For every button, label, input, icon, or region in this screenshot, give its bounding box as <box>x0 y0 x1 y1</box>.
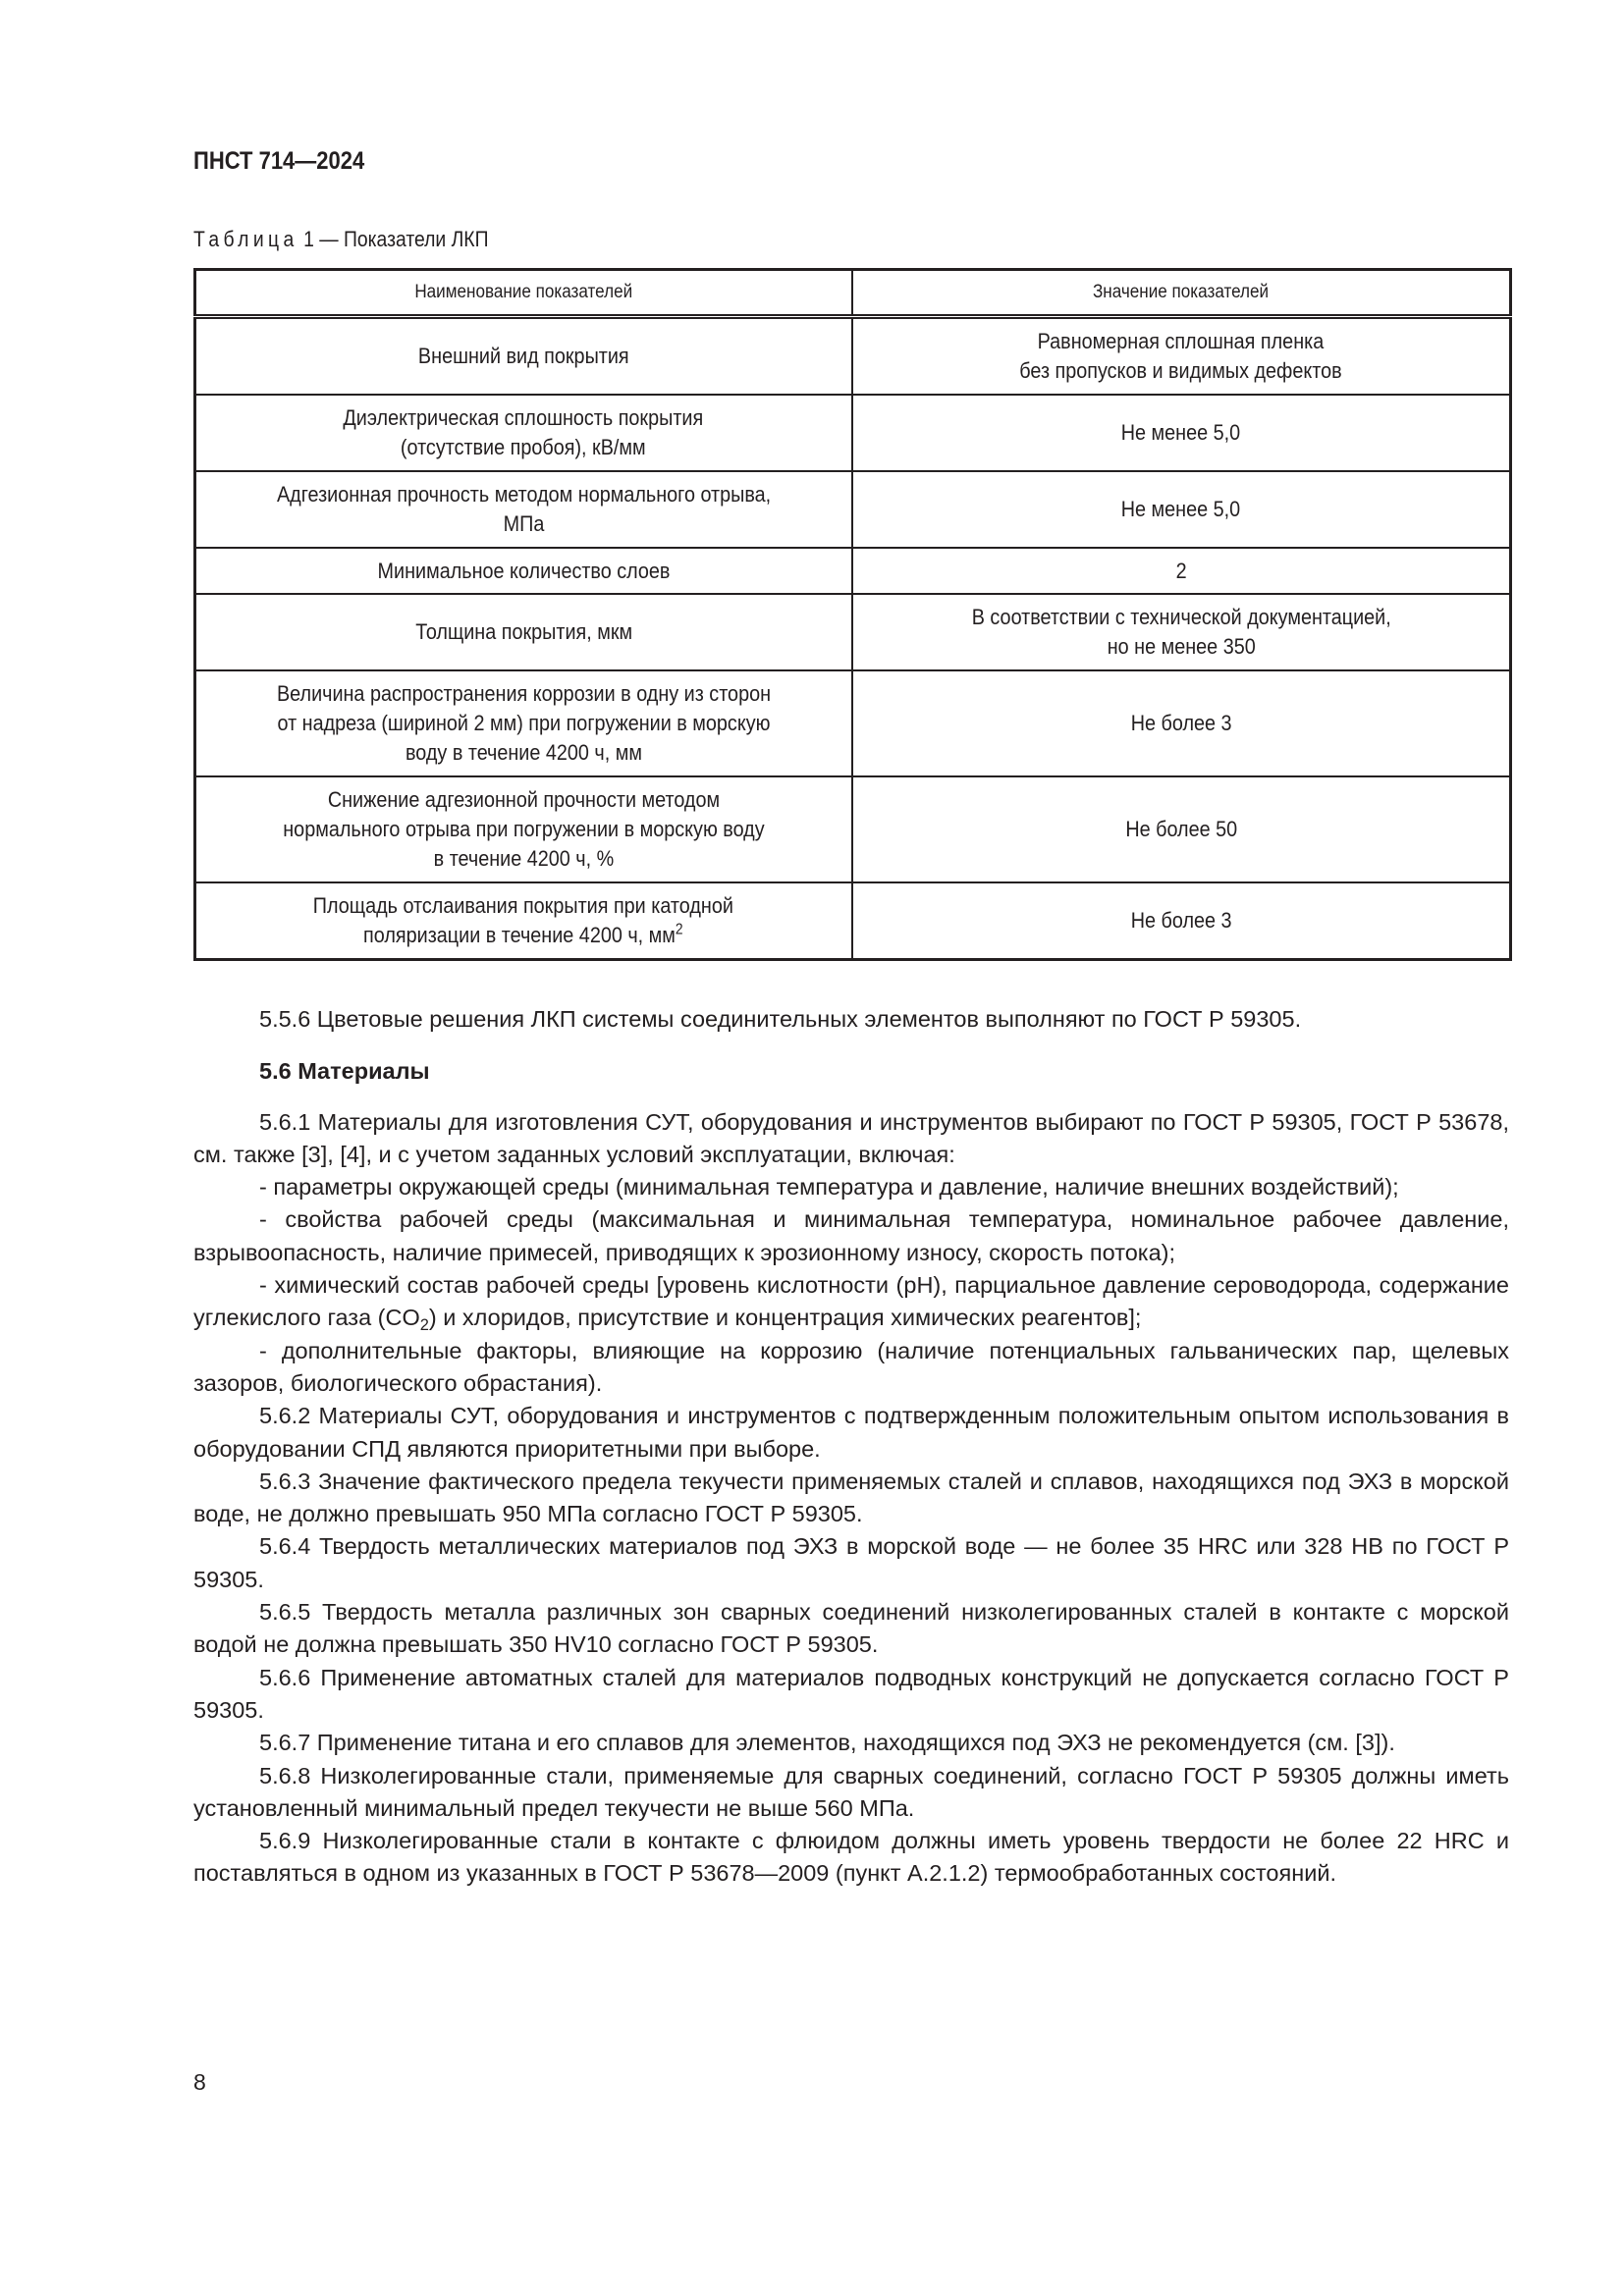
indicator-value: Не менее 5,0 <box>852 471 1511 548</box>
list-item: - параметры окружающей среды (минимальная температура и давление, наличие внешних воздействий); <box>259 1174 1399 1201</box>
table-caption <box>193 227 488 252</box>
indicator-value: Не менее 5,0 <box>852 395 1511 471</box>
table-row <box>195 471 1511 548</box>
column-header-value: Значение показателей <box>852 270 1511 317</box>
table-row <box>195 548 1511 594</box>
indicator-value: 2 <box>852 548 1511 594</box>
indicator-value: Не более 3 <box>852 670 1511 776</box>
section-heading-5-6: 5.6 Материалы <box>259 1058 430 1085</box>
table-caption-title: 1 — Показатели ЛКП <box>298 227 489 251</box>
table-row <box>195 317 1511 396</box>
indicator-value: Не более 3 <box>852 882 1511 960</box>
indicator-value: В соответствии с технической документацией, но не менее 350 <box>852 594 1511 670</box>
paragraph-5-6-5: 5.6.5 Твердость металла различных зон сварных соединений низколегированных сталей в контакте с морской водой не должна превышать 350 HV10 согласно ГОСТ Р 59305. <box>193 1599 1509 1658</box>
table-caption-label: Таблица <box>193 227 298 251</box>
indicator-value: Не более 50 <box>852 776 1511 882</box>
indicator-name: Величина распространения коррозии в одну из сторон от надреза (шириной 2 мм) при погружении в морскую воду в течение 4200 ч, мм <box>195 670 852 776</box>
indicator-name: Внешний вид покрытия <box>195 317 852 396</box>
indicator-name: Площадь отслаивания покрытия при катодной поляризации в течение 4200 ч, $мм^2$ <box>195 882 852 960</box>
indicator-name: Адгезионная прочность методом нормального отрыва, МПа <box>195 471 852 548</box>
indicator-name: Толщина покрытия, мкм <box>195 594 852 670</box>
document-code: ПНСТ 714—2024 <box>193 147 365 175</box>
paragraph-5-6-6: 5.6.6 Применение автоматных сталей для материалов подводных конструкций не допускается согласно ГОСТ Р 59305. <box>193 1664 1509 1723</box>
paragraph-5-6-3: 5.6.3 Значение фактического предела текучести применяемых сталей и сплавов, находящихся под ЭХЗ в морской воде, не должно превышать 950 МПа согласно ГОСТ Р 59305. <box>193 1468 1509 1527</box>
table-row <box>195 395 1511 471</box>
list-item: - дополнительные факторы, влияющие на коррозию (наличие потенциальных гальванических пар, щелевых зазоров, биологического обрастания). <box>193 1337 1509 1396</box>
paragraph-5-6-2: 5.6.2 Материалы СУТ, оборудования и инструментов с подтвержденным положительным опытом использования в оборудовании СПД являются приоритетными при выборе. <box>193 1403 1509 1462</box>
paragraph-5-6-1: 5.6.1 Материалы для изготовления СУТ, оборудования и инструментов выбирают по ГОСТ Р 59305, ГОСТ Р 53678, см. также [3], [4], и с учетом заданных условий эксплуатации, включая: <box>193 1108 1509 1167</box>
indicator-name: Диэлектрическая сплошность покрытия (отсутствие пробоя), кВ/мм <box>195 395 852 471</box>
indicator-name: Снижение адгезионной прочности методом нормального отрыва при погружении в морскую воду в течение 4200 ч, % <box>195 776 852 882</box>
table-row <box>195 776 1511 882</box>
paragraph-5-6-7: 5.6.7 Применение титана и его сплавов для элементов, находящихся под ЭХЗ не рекомендуется (см. [3]). <box>259 1730 1395 1756</box>
indicator-name: Минимальное количество слоев <box>195 548 852 594</box>
paragraph-5-6-8: 5.6.8 Низколегированные стали, применяемые для сварных соединений, согласно ГОСТ Р 59305 должны иметь установленный минимальный предел текучести не выше 560 МПа. <box>193 1762 1509 1821</box>
body-text <box>193 1003 1509 1891</box>
page-number: 8 <box>193 2069 206 2095</box>
list-item: - химический состав рабочей среды [уровень кислотности (pH), парциальное давление сероводорода, содержание углекислого газа $(CO_2)$ и хлоридов, присутствие и концентрация химических реагентов]; <box>193 1272 1509 1335</box>
table-row <box>195 594 1511 670</box>
indicators-table <box>193 268 1512 961</box>
table-row <box>195 670 1511 776</box>
column-header-name: Наименование показателей <box>195 270 852 317</box>
list-item: - свойства рабочей среды (максимальная и минимальная температура, номинальное рабочее давление, взрывоопасность, наличие примесей, приводящих к эрозионному износу, скорость потока); <box>193 1206 1509 1265</box>
table-row <box>195 882 1511 960</box>
paragraph-5-5-6: 5.5.6 Цветовые решения ЛКП системы соединительных элементов выполняют по ГОСТ Р 59305. <box>259 1006 1302 1032</box>
paragraph-5-6-9: 5.6.9 Низколегированные стали в контакте с флюидом должны иметь уровень твердости не более 22 HRC и поставляться в одном из указанных в ГОСТ Р 53678—2009 (пункт А.2.1.2) термообработанных состояний. <box>193 1828 1509 1887</box>
indicator-value: Равномерная сплошная пленка без пропусков и видимых дефектов <box>852 317 1511 396</box>
table-header-row <box>195 270 1511 317</box>
paragraph-5-6-4: 5.6.4 Твердость металлических материалов под ЭХЗ в морской воде — не более 35 HRC или 328 НВ по ГОСТ Р 59305. <box>193 1533 1509 1592</box>
